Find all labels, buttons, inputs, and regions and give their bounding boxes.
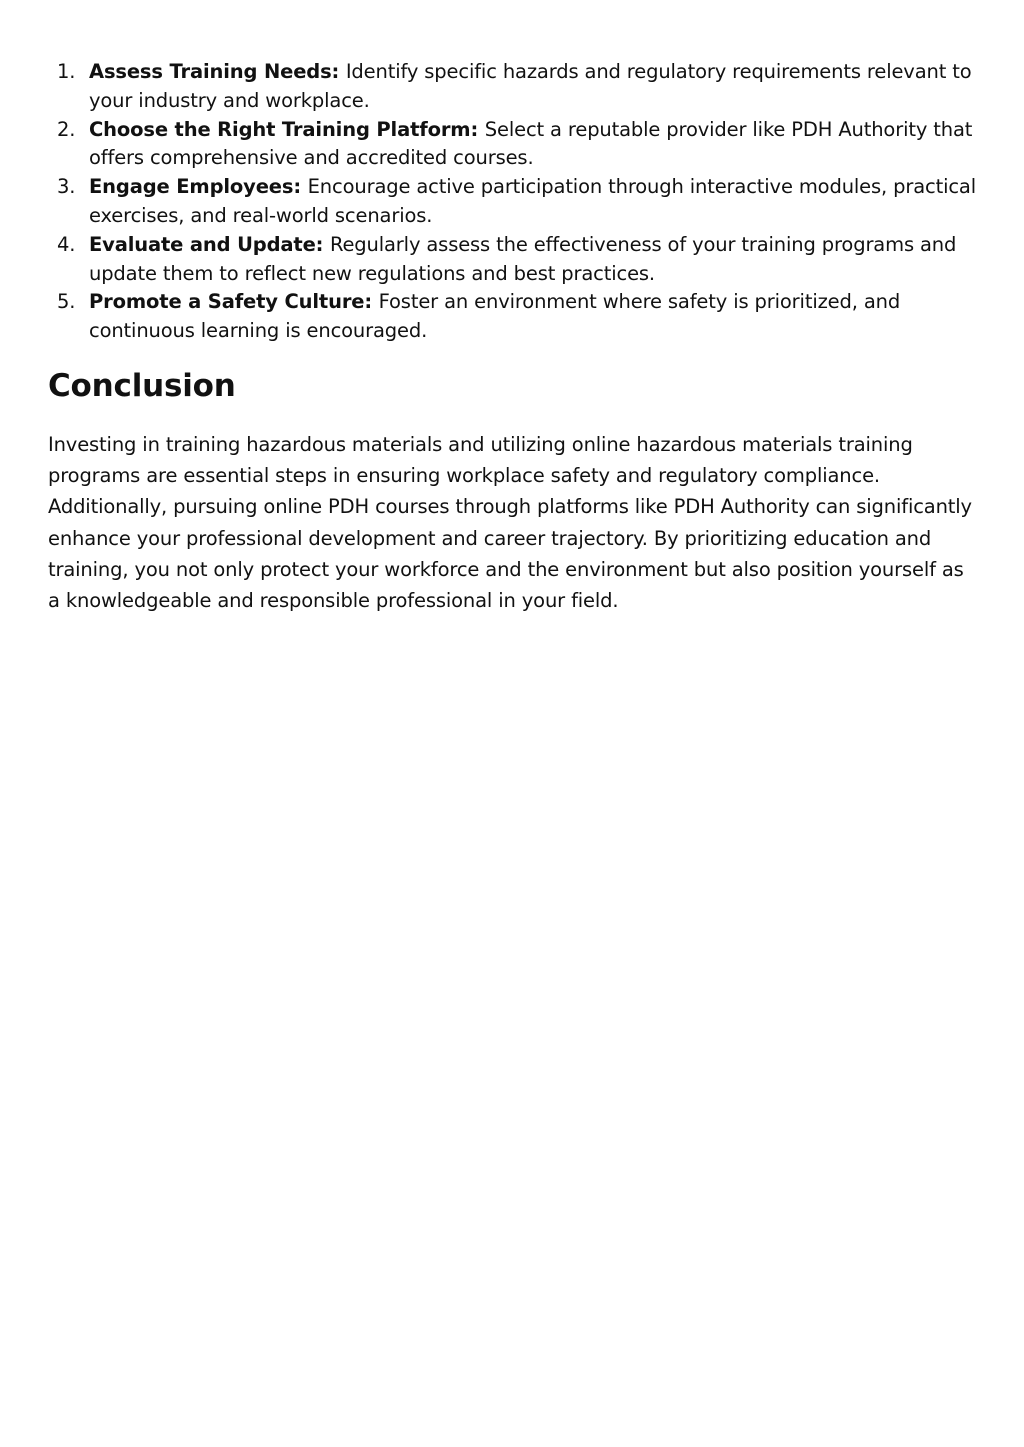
list-item-text: Identify specific hazards and regulatory requirements relevant to your industry and workplace. bbox=[89, 60, 972, 112]
list-item bbox=[48, 116, 976, 174]
list-item-term: Evaluate and Update: bbox=[89, 232, 330, 256]
list-item-number: 4. bbox=[57, 232, 76, 256]
section-heading: Conclusion bbox=[48, 367, 236, 404]
list-item-number: 2. bbox=[57, 117, 76, 141]
list-item-term: Assess Training Needs: bbox=[89, 60, 346, 83]
list-item-text: Regularly assess the effectiveness of your training programs and update them to reflect new regulations and best practices. bbox=[89, 232, 957, 285]
list-item-text: Foster an environment where safety is prioritized, and continuous learning is encouraged. bbox=[89, 290, 901, 343]
list-item-term: Choose the Right Training Platform: bbox=[89, 117, 485, 141]
list-item-term: Engage Employees: bbox=[89, 175, 308, 199]
list-item bbox=[48, 288, 976, 346]
conclusion-paragraph: Investing in training hazardous materials and utilizing online hazardous materials training programs are essential steps in ensuring workplace safety and regulatory compliance. Additionally, pursuing online PDH courses through platforms like PDH Authority can significantly enhance your professional development and career trajectory. By prioritizing education and training, you not only protect your workforce and the environment but also position yourself as a knowledgeable and responsible professional in your field. bbox=[48, 432, 972, 612]
list-item-term: Promote a Safety Culture: bbox=[89, 290, 379, 314]
list-item-text: Select a reputable provider like PDH Authority that offers comprehensive and accredited courses. bbox=[89, 117, 973, 170]
list-item bbox=[48, 58, 976, 116]
steps-list bbox=[48, 58, 976, 346]
list-item-text: Encourage active participation through interactive modules, practical exercises, and real-world scenarios. bbox=[89, 175, 976, 227]
list-item-number: 1. bbox=[57, 60, 76, 83]
list-item bbox=[48, 231, 976, 289]
list-item-number: 5. bbox=[57, 290, 76, 314]
list-item bbox=[48, 173, 976, 231]
list-item-number: 3. bbox=[57, 175, 76, 199]
